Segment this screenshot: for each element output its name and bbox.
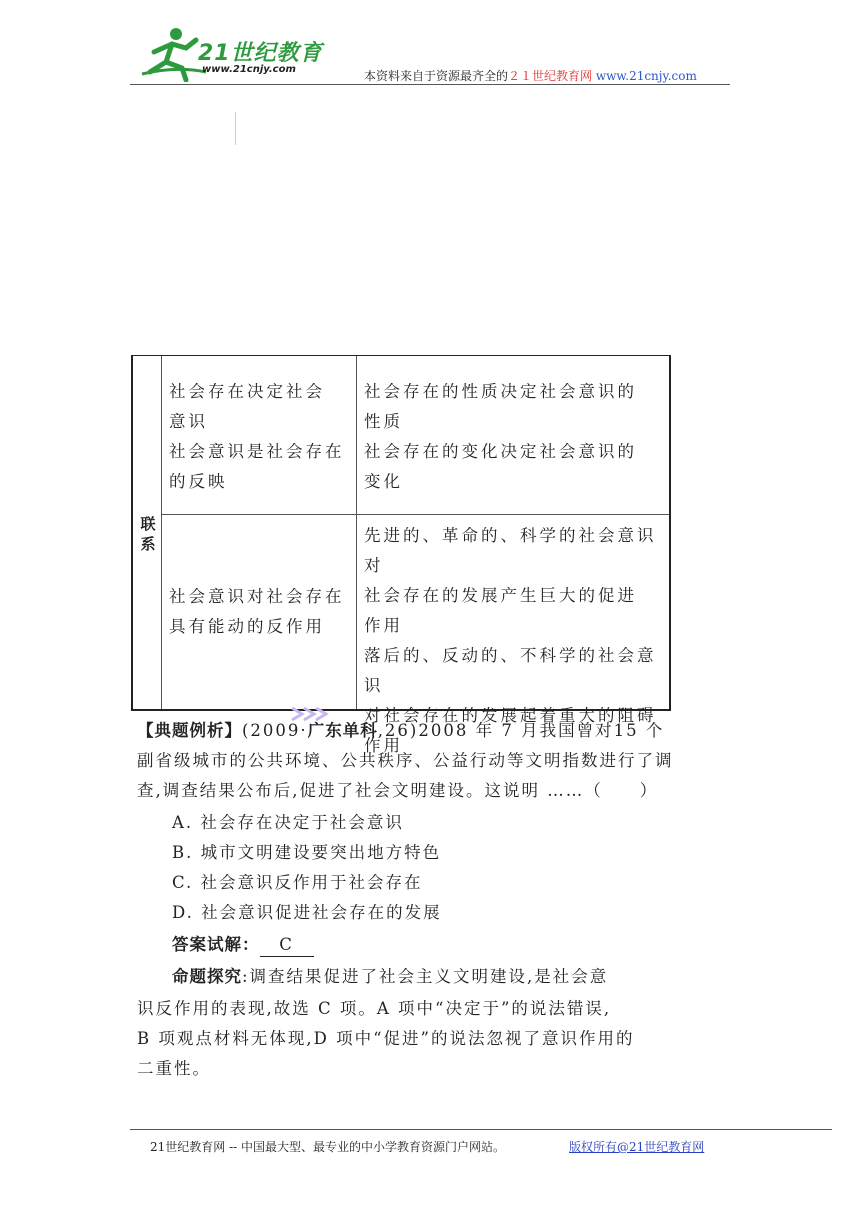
table-side-label: 联系	[140, 515, 156, 553]
cell-line: 社会存在的变化决定社会意识的	[364, 442, 637, 461]
logo-url: www.21cnjy.com	[202, 64, 296, 75]
explore-label: 命题探究	[172, 967, 242, 986]
cell-line: 的反映	[169, 472, 228, 491]
header-note	[364, 67, 697, 84]
option-b: B. 城市文明建设要突出地方特色	[172, 843, 442, 862]
question-source-prefix: (2009·	[242, 721, 308, 740]
answer-label: 答案试解：	[172, 935, 260, 954]
header-note-prefix: 本资料来自于资源最齐全的	[364, 69, 509, 83]
site-logo[interactable]	[136, 22, 336, 82]
cell-line: 对社会存在的发展起着重大的阻碍	[364, 706, 657, 725]
header-divider	[130, 84, 730, 85]
cell-line: 先进的、革命的、科学的社会意识对	[364, 526, 657, 575]
table-vdivider-1	[161, 356, 162, 709]
table-row-2-left	[169, 582, 359, 642]
cell-line: 落后的、反动的、不科学的社会意识	[364, 646, 657, 695]
logo-title: 21世纪教育	[198, 41, 323, 66]
page-header	[130, 22, 730, 84]
cell-line: 社会意识是社会存在	[169, 442, 345, 461]
explore-line-4: 二重性。	[137, 1059, 211, 1078]
table-row-1-right	[364, 377, 674, 497]
cell-line: 具有能动的反作用	[169, 617, 325, 636]
footer-divider	[130, 1129, 832, 1130]
question-line-2: 副省级城市的公共环境、公共秩序、公益行动等文明指数进行了调	[137, 751, 674, 770]
cell-line: 作用	[364, 616, 403, 635]
footer-tagline: 21世纪教育网 -- 中国最大型、最专业的中小学教育资源门户网站。	[150, 1140, 506, 1154]
cell-line: 社会存在决定社会	[169, 382, 325, 401]
question-source-name: 广东单科	[307, 721, 378, 740]
cell-line: 社会存在的发展产生巨大的促进	[364, 586, 637, 605]
explore-line-3: B 项观点材料无体现,D 项中“促进”的说法忽视了意识作用的	[137, 1029, 635, 1048]
header-note-brand[interactable]: ２１世纪教育网	[508, 69, 593, 83]
header-note-url[interactable]: www.21cnjy.com	[595, 69, 697, 83]
cell-line: 变化	[364, 472, 403, 491]
explore-text-1: :调查结果促进了社会主义文明建设,是社会意	[242, 967, 609, 986]
table-row-1-left	[169, 377, 359, 497]
question-source-suffix: ,26)2008 年 7 月我国曾对15 个	[377, 721, 665, 740]
answer-line	[172, 930, 314, 960]
cell-line: 社会存在的性质决定社会意识的	[364, 382, 637, 401]
explore-line-2: 识反作用的表现,故选 C 项。A 项中“决定于”的说法错误,	[137, 999, 612, 1018]
table-hdivider	[161, 514, 669, 515]
answer-value: C	[260, 934, 314, 957]
cell-line: 意识	[169, 412, 208, 431]
cell-line: 社会意识对社会存在	[169, 587, 345, 606]
stray-line	[235, 112, 236, 145]
cell-line: 性质	[364, 412, 403, 431]
footer-copyright-link[interactable]: 版权所有@21世纪教育网	[569, 1140, 705, 1154]
question-line-1	[137, 716, 664, 746]
option-c: C. 社会意识反作用于社会存在	[172, 873, 423, 892]
explore-line-1	[172, 962, 608, 992]
question-tag: 【典题例析】	[137, 721, 242, 740]
question-line-3: 查,调查结果公布后,促进了社会文明建设。这说明 ……（ ）	[137, 781, 659, 800]
option-a: A. 社会存在决定于社会意识	[172, 813, 404, 832]
option-d: D. 社会意识促进社会存在的发展	[172, 903, 442, 922]
cell-line: 作用	[364, 736, 403, 755]
